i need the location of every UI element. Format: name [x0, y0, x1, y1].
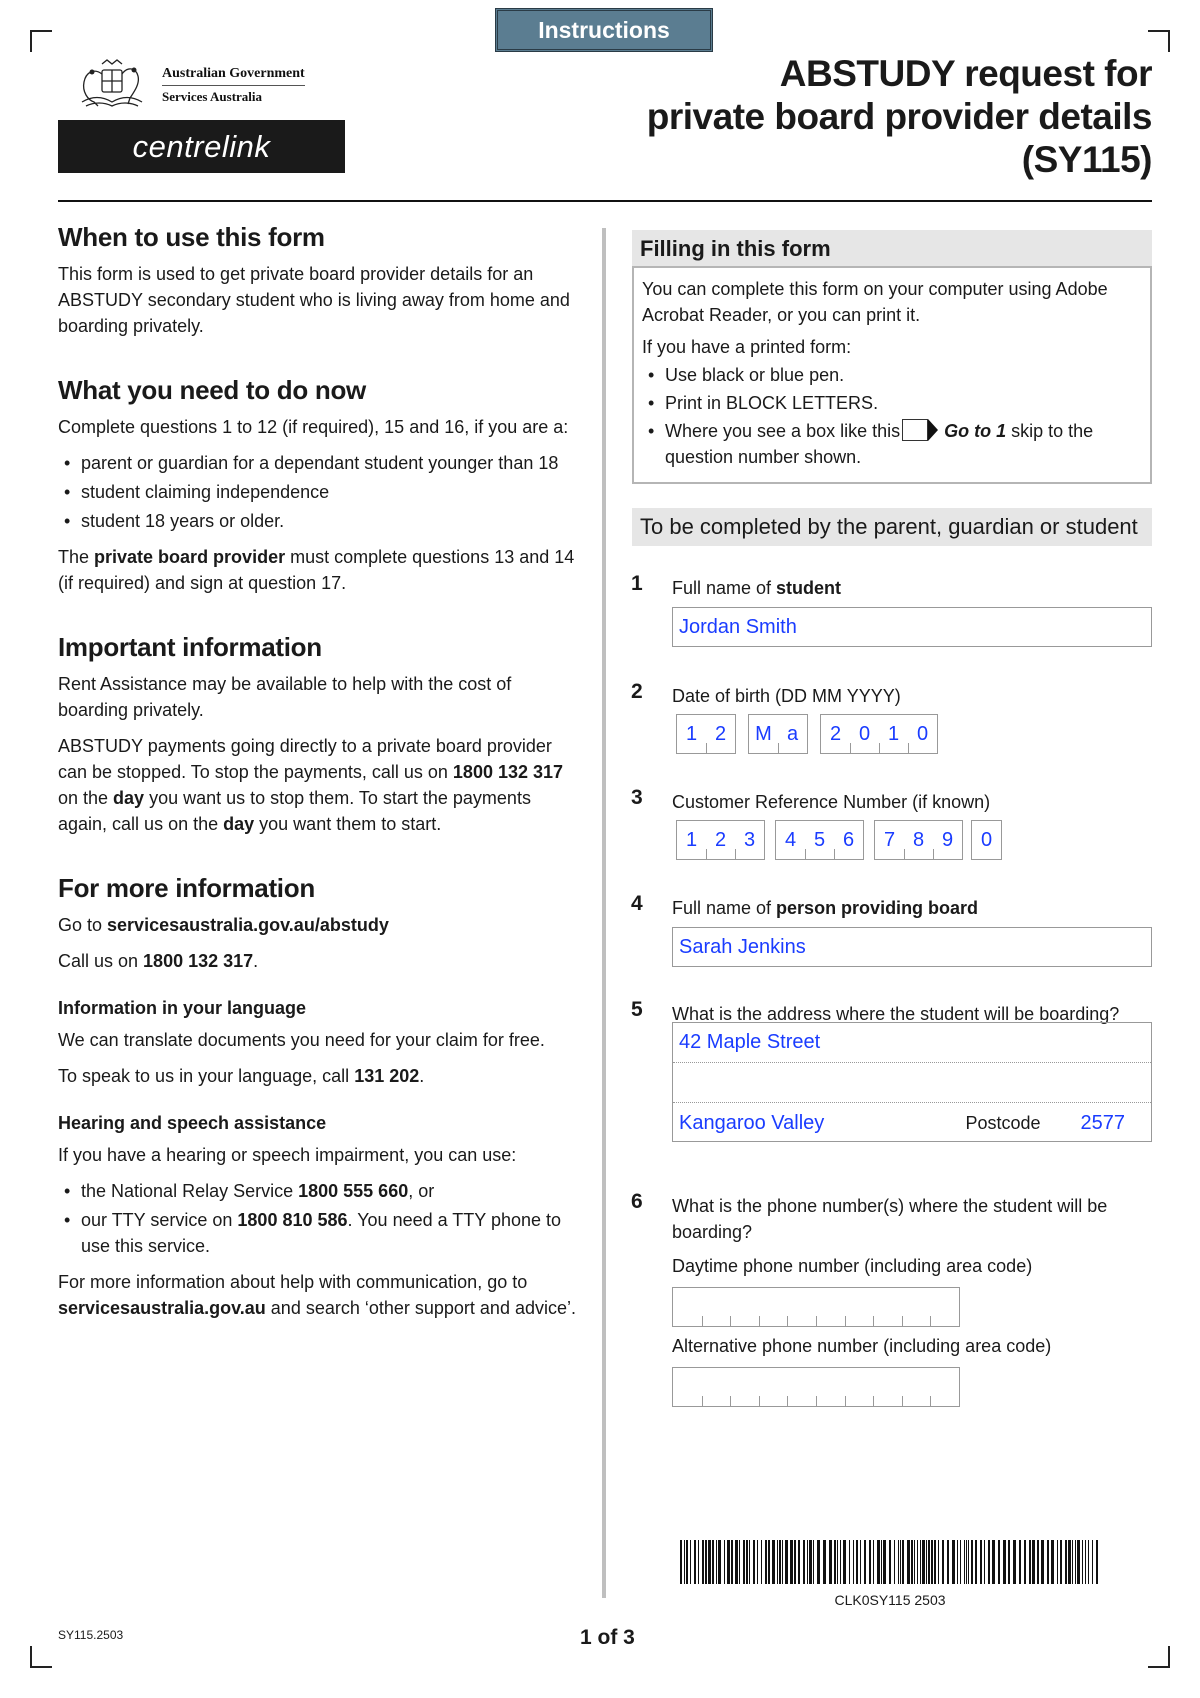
- address-line-3[interactable]: [673, 1103, 1151, 1143]
- more-info-call: Call us on 1800 132 317.: [58, 951, 259, 971]
- crop-mark-top-left: [30, 30, 52, 52]
- postcode-label: Postcode: [965, 1112, 1041, 1133]
- what-heading: What you need to do now: [58, 375, 366, 405]
- crop-mark-bottom-left: [30, 1646, 52, 1668]
- who-list: [58, 450, 578, 534]
- page-number: 1 of 3: [580, 1626, 635, 1649]
- alt-phone-label: Alternative phone number (including area code): [672, 1336, 1052, 1356]
- question-number: 1: [631, 572, 643, 595]
- crop-mark-bottom-right: [1148, 1646, 1170, 1668]
- more-info-heading: For more information: [58, 873, 315, 903]
- form-title: ABSTUDY request for private board provider details (SY115): [646, 53, 1152, 180]
- list-item: • student 18 years or older.: [58, 508, 578, 534]
- important-heading: Important information: [58, 632, 322, 662]
- q4-label: Full name of person providing board: [672, 898, 979, 918]
- language-text-2: To speak to us in your language, call 131 202.: [58, 1066, 425, 1086]
- coat-of-arms-icon: [72, 58, 152, 112]
- goto-box-icon: [902, 419, 928, 441]
- barcode-icon: [680, 1540, 1100, 1584]
- list-item: • our TTY service on 1800 810 586. You need a TTY phone to use this service.: [58, 1207, 578, 1259]
- crn-group-1[interactable]: 1 2 3: [676, 820, 765, 860]
- address-line-1[interactable]: 42 Maple Street: [673, 1023, 1151, 1063]
- language-heading: Information in your language: [58, 998, 307, 1018]
- important-text-1: Rent Assistance may be available to help with the cost of boarding privately.: [58, 674, 512, 720]
- when-heading: When to use this form: [58, 222, 325, 252]
- filling-heading: Filling in this form: [632, 230, 1152, 266]
- hearing-heading: Hearing and speech assistance: [58, 1113, 327, 1133]
- dob-month-field[interactable]: M a: [748, 714, 808, 754]
- filling-in-box: [632, 230, 1152, 484]
- filling-text-1: You can complete this form on your computer using Adobe Acrobat Reader, or you can print it.: [642, 279, 1108, 325]
- gov-name: Australian Government: [162, 65, 305, 81]
- daytime-phone-label: Daytime phone number (including area code): [672, 1256, 1033, 1276]
- abstudy-link[interactable]: servicesaustralia.gov.au/abstudy: [107, 915, 389, 935]
- crn-group-2[interactable]: 4 5 6: [775, 820, 864, 860]
- hearing-text: If you have a hearing or speech impairment, you can use:: [58, 1145, 517, 1165]
- title-rule: [58, 200, 1152, 202]
- q5-label: What is the address where the student will be boarding?: [672, 1004, 1120, 1024]
- provider-text: The private board provider must complete questions 13 and 14 (if required) and sign at question 17.: [58, 547, 575, 593]
- list-item: • Print in BLOCK LETTERS.: [642, 390, 1142, 416]
- q6-label: What is the phone number(s) where the student will be boarding?: [672, 1196, 1108, 1242]
- agency-name: Services Australia: [162, 85, 305, 108]
- language-text-1: We can translate documents you need for your claim for free.: [58, 1030, 545, 1050]
- question-number: 6: [631, 1190, 643, 1213]
- instructions-button[interactable]: Instructions: [495, 8, 713, 52]
- dob-year-field[interactable]: 2 0 1 0: [820, 714, 938, 754]
- address-line-2[interactable]: [673, 1063, 1151, 1103]
- daytime-phone-field[interactable]: [672, 1287, 960, 1327]
- arrow-right-icon: [928, 419, 938, 441]
- dob-day-field[interactable]: 1 2: [676, 714, 736, 754]
- list-item: • the National Relay Service 1800 555 660, or: [58, 1178, 578, 1204]
- important-text-2: ABSTUDY payments going directly to a private board provider can be stopped. To stop the payments, call us on 1800 132 317 on the day you want us to stop them. To start the payments again, call us on the day you want them to start.: [58, 736, 564, 834]
- suburb-value: Kangaroo Valley: [679, 1111, 825, 1134]
- crn-group-4[interactable]: 0: [971, 820, 1002, 860]
- centrelink-logo: centrelink: [58, 120, 345, 173]
- communication-text: For more information about help with communication, go to servicesaustralia.gov.au and search ‘other support and advice’.: [58, 1272, 576, 1318]
- filling-list: [642, 362, 1142, 470]
- column-divider: [602, 228, 606, 1598]
- board-provider-name-field[interactable]: Sarah Jenkins: [672, 927, 1152, 967]
- what-text: Complete questions 1 to 12 (if required), 15 and 16, if you are a:: [58, 417, 569, 437]
- list-item: • parent or guardian for a dependant student younger than 18: [58, 450, 578, 476]
- question-number: 2: [631, 680, 643, 703]
- alt-phone-field[interactable]: [672, 1367, 960, 1407]
- q3-label: Customer Reference Number (if known): [672, 792, 991, 812]
- q1-label: Full name of student: [672, 578, 842, 598]
- hearing-list: [58, 1178, 578, 1259]
- filling-text-2: If you have a printed form:: [642, 337, 852, 357]
- section-heading: To be completed by the parent, guardian or student: [632, 508, 1152, 546]
- more-info-goto: Go to servicesaustralia.gov.au/abstudy: [58, 915, 389, 935]
- list-item: • Use black or blue pen.: [642, 362, 1142, 388]
- form-code: SY115.2503: [58, 1628, 124, 1642]
- crn-group-3[interactable]: 7 8 9: [874, 820, 963, 860]
- barcode-text: CLK0SY115 2503: [834, 1592, 946, 1608]
- postcode-field[interactable]: 2577: [1080, 1111, 1125, 1134]
- q2-label: Date of birth (DD MM YYYY): [672, 686, 901, 706]
- list-item: • student claiming independence: [58, 479, 578, 505]
- student-name-field[interactable]: Jordan Smith: [672, 607, 1152, 647]
- services-link[interactable]: servicesaustralia.gov.au: [58, 1298, 266, 1318]
- when-text: This form is used to get private board provider details for an ABSTUDY secondary student who is living away from home and boarding privately.: [58, 264, 570, 336]
- left-column: [58, 222, 578, 1331]
- address-field[interactable]: [672, 1022, 1152, 1142]
- question-number: 4: [631, 892, 643, 915]
- crop-mark-top-right: [1148, 30, 1170, 52]
- question-number: 3: [631, 786, 643, 809]
- government-logo: [72, 56, 332, 114]
- question-number: 5: [631, 998, 643, 1021]
- list-item: • Where you see a box like this Go to 1 skip to the question number shown.: [642, 418, 1142, 470]
